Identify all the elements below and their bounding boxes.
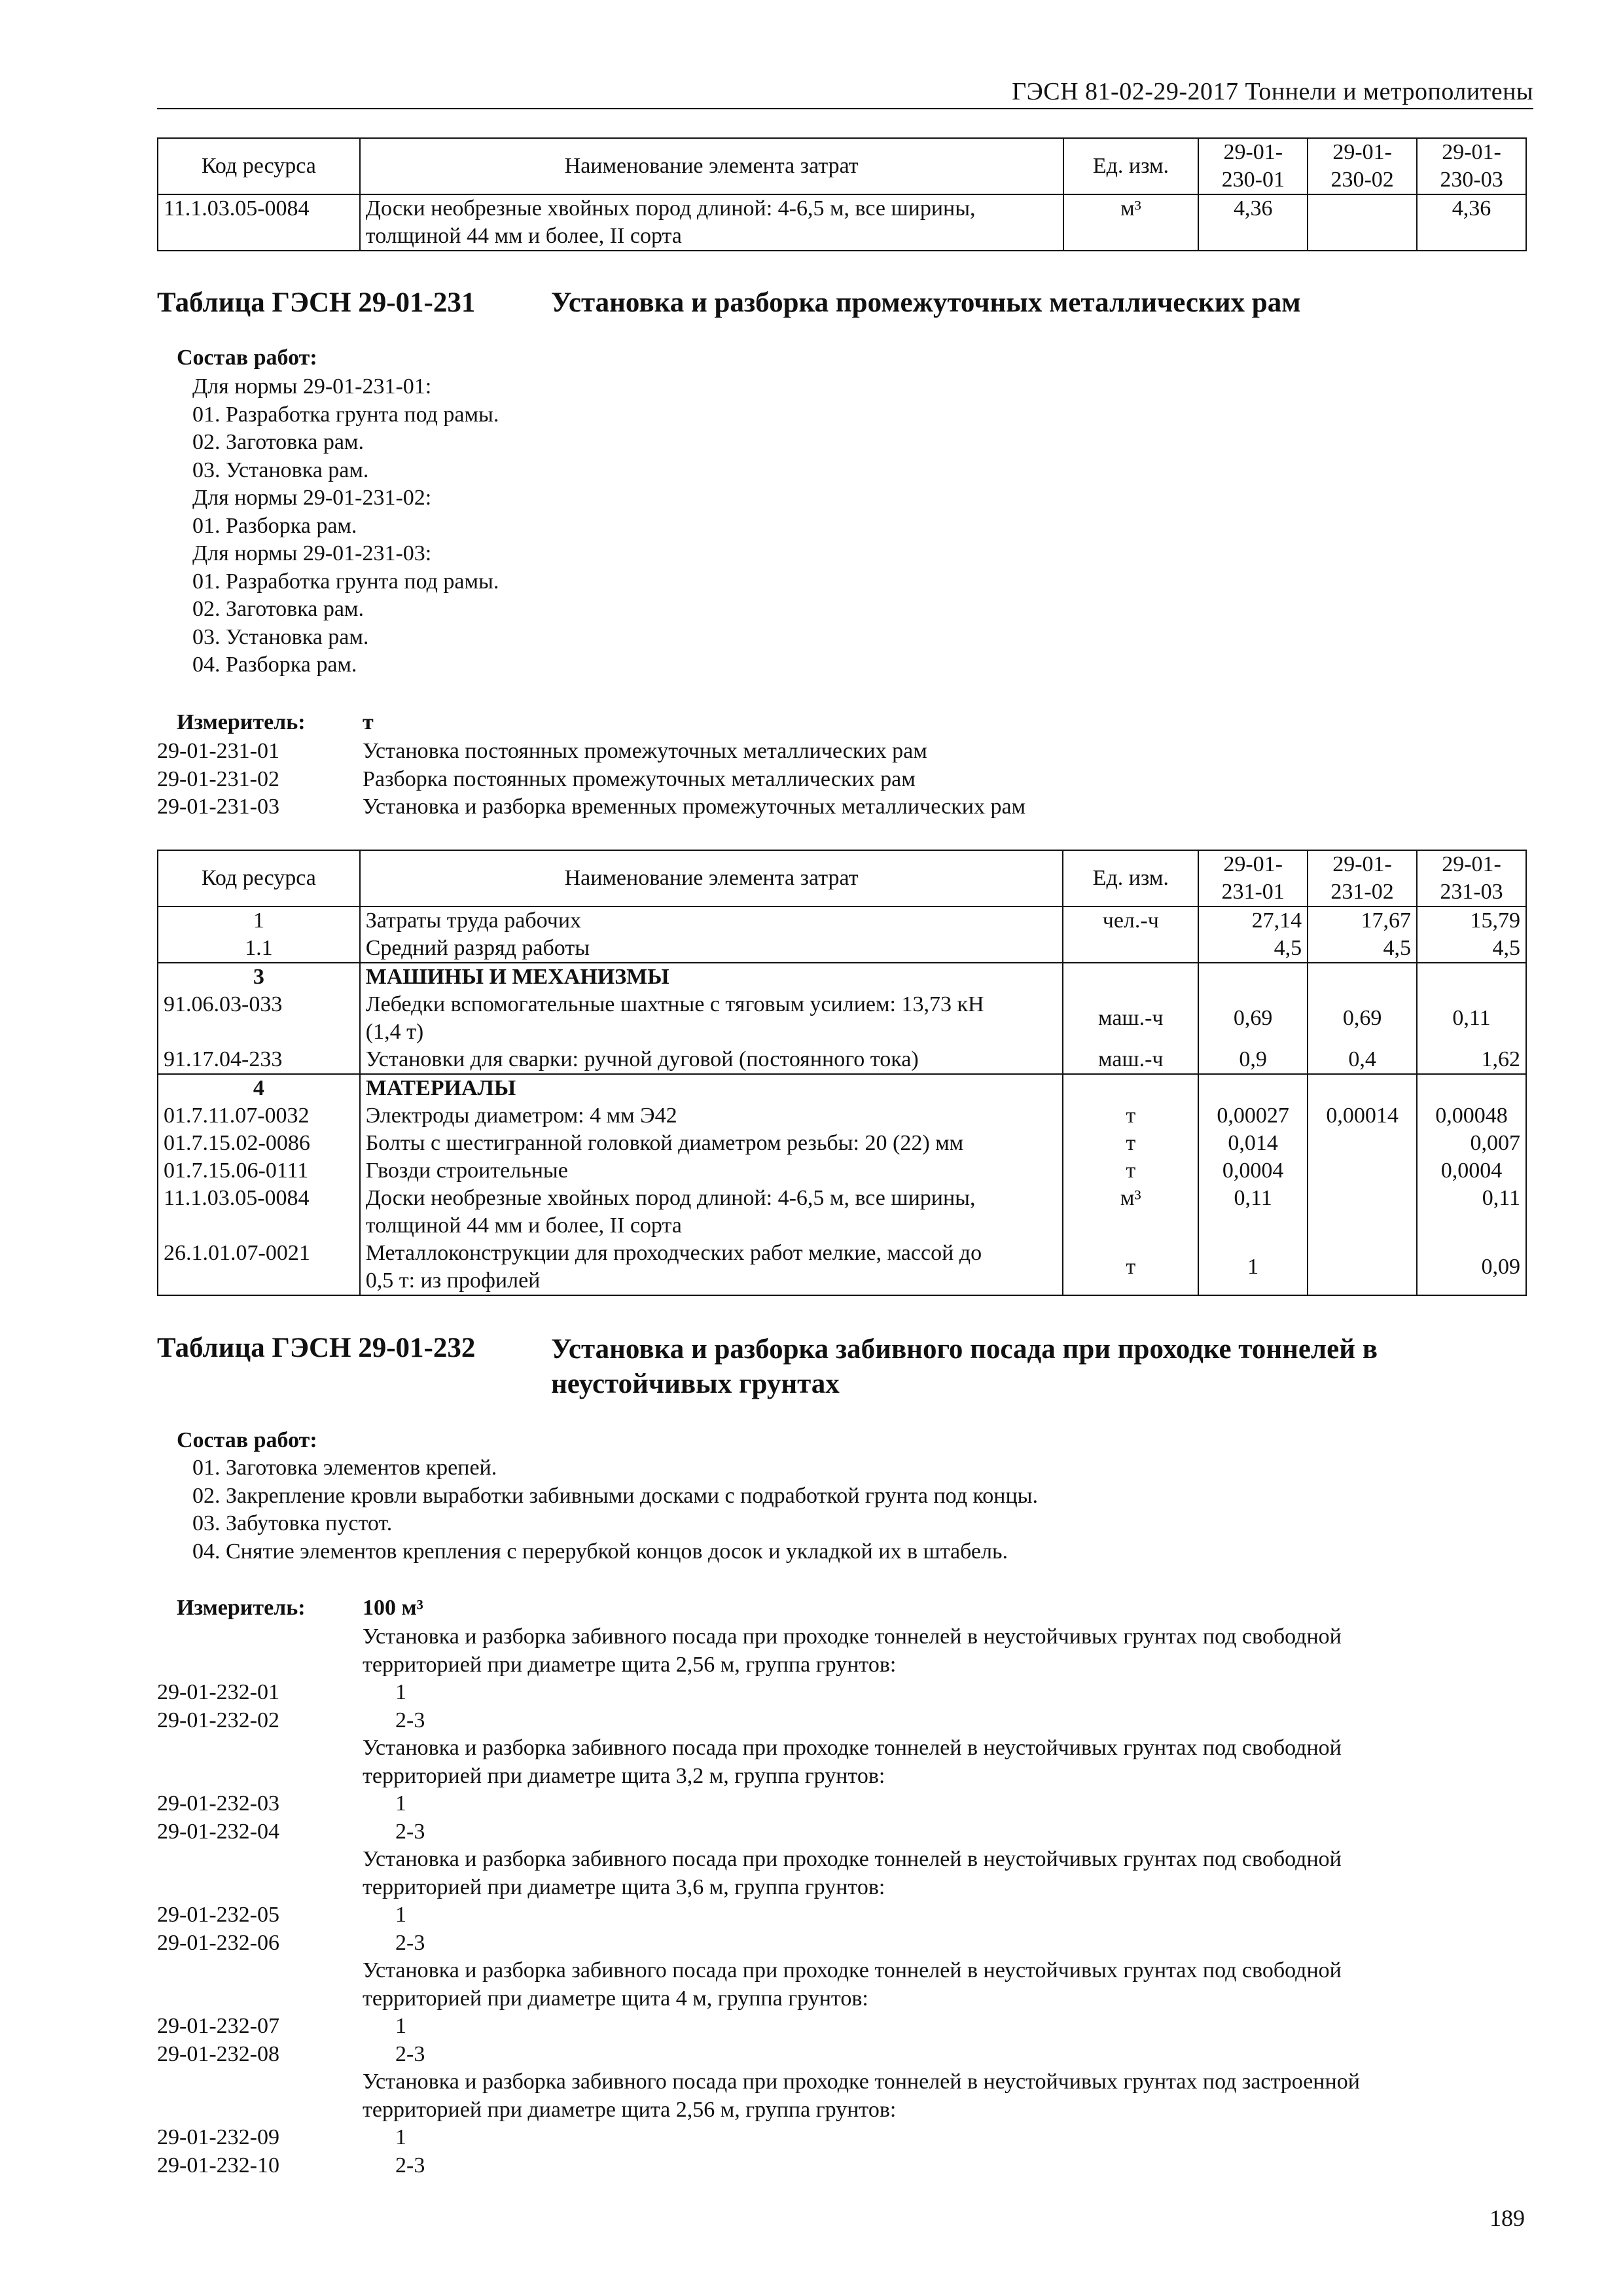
- col-code: Код ресурса: [158, 850, 360, 906]
- meter-label-232: Измеритель:: [177, 1596, 306, 1620]
- table-header-row: [158, 850, 1526, 906]
- norm-row: 29-01-231-01 Установка постоянных промежуточных металлических рам: [157, 739, 927, 763]
- norm-groups-232: [157, 1623, 1531, 2179]
- composition-item: 01. Разработка грунта под рамы.: [192, 569, 499, 594]
- running-header: ГЭСН 81-02-29-2017 Тоннели и метрополитены: [1012, 78, 1533, 105]
- composition-list-231: [192, 373, 499, 679]
- table-header-row: [158, 138, 1526, 194]
- composition-item: 01. Заготовка элементов крепей.: [192, 1456, 497, 1480]
- composition-list-232: [192, 1454, 1038, 1566]
- composition-item: Для нормы 29-01-231-01:: [192, 374, 432, 399]
- composition-item: 03. Забутовка пустот.: [192, 1511, 393, 1535]
- table-row: 01.7.15.02-0086 Болты с шестигранной головкой диаметром резьбы: 20 (22) мм т 0,014 0,007: [158, 1130, 1526, 1157]
- norm-row: 29-01-232-08 2-3: [157, 2041, 425, 2066]
- composition-item: 02. Закрепление кровли выработки забивными досками с подработкой грунта под концы.: [192, 1483, 1039, 1508]
- table-row: 1.1 Средний разряд работы 4,5 4,5 4,5: [158, 935, 1526, 963]
- row-code: 11.1.03.05-0084: [158, 194, 360, 251]
- norm-group: Установка и разборка забивного посада при проходке тоннелей в неустойчивых грунтах под свободной территорией при диаметре щита 3,2 м, группа грунтов: 29-01-232-03 1 29-01-232-04 2-3: [157, 1734, 1531, 1846]
- meter-unit-232: 100 м³: [363, 1596, 423, 1620]
- norm-row: 29-01-232-09 1: [157, 2125, 406, 2149]
- header-rule: [157, 108, 1533, 109]
- table-row: 01.7.15.06-0111 Гвозди строительные т 0,0004 0,0004: [158, 1157, 1526, 1185]
- norm-row: 29-01-232-07 1: [157, 2014, 406, 2038]
- col-norm-2: 29-01- 231-02: [1308, 850, 1417, 906]
- norm-row: 29-01-232-01 1: [157, 1680, 406, 1704]
- row-value-2: [1308, 194, 1417, 251]
- norm-row: 29-01-232-03 1: [157, 1791, 406, 1816]
- composition-item: 01. Разработка грунта под рамы.: [192, 402, 499, 427]
- col-norm-1: 29-01- 230-01: [1198, 138, 1308, 194]
- col-norm-3: 29-01- 231-03: [1417, 850, 1526, 906]
- composition-item: 04. Снятие элементов крепления с перерубкой концов досок и укладкой их в штабель.: [192, 1539, 1008, 1564]
- table-label-231: Таблица ГЭСН 29-01-231: [157, 287, 476, 318]
- col-norm-3: 29-01- 230-03: [1417, 138, 1526, 194]
- composition-item: 03. Установка рам.: [192, 457, 369, 482]
- norm-row: 29-01-232-05 1: [157, 1903, 406, 1927]
- row-value-1: 4,36: [1198, 194, 1308, 251]
- composition-label-232: Состав работ:: [177, 1428, 317, 1452]
- norm-group: Установка и разборка забивного посада при проходке тоннелей в неустойчивых грунтах под свободной территорией при диаметре щита 2,56 м, группа грунтов: 29-01-232-01 1 29-01-232-02 2-3: [157, 1623, 1531, 1734]
- table-row: 01.7.11.07-0032 Электроды диаметром: 4 мм Э42 т 0,00027 0,00014 0,00048: [158, 1102, 1526, 1130]
- meter-label-231: Измеритель:: [177, 710, 306, 734]
- table-label-232: Таблица ГЭСН 29-01-232: [157, 1333, 476, 1363]
- page-number: 189: [1489, 2205, 1525, 2231]
- col-unit: Ед. изм.: [1063, 138, 1199, 194]
- composition-label-231: Состав работ:: [177, 346, 317, 370]
- norm-group: Установка и разборка забивного посада при проходке тоннелей в неустойчивых грунтах под свободной территорией при диаметре щита 3,6 м, группа грунтов: 29-01-232-05 1 29-01-232-06 2-3: [157, 1846, 1531, 1957]
- composition-item: 01. Разборка рам.: [192, 513, 357, 538]
- table-row: 3 МАШИНЫ И МЕХАНИЗМЫ: [158, 963, 1526, 991]
- norm-row: 29-01-232-04 2-3: [157, 1819, 425, 1844]
- row-unit: м³: [1063, 194, 1199, 251]
- col-name: Наименование элемента затрат: [360, 850, 1063, 906]
- table-row: 1 Затраты труда рабочих чел.-ч 27,14 17,67 15,79: [158, 906, 1526, 935]
- col-norm-2: 29-01- 230-02: [1308, 138, 1417, 194]
- table-row: 11.1.03.05-0084 Доски необрезные хвойных пород длиной: 4-6,5 м, все ширины, толщиной 44 мм и более, II сорта м³ 0,11 0,11: [158, 1185, 1526, 1240]
- row-name: Доски необрезные хвойных пород длиной: 4-6,5 м, все ширины, толщиной 44 мм и более, II сорта: [360, 194, 1063, 251]
- col-code: Код ресурса: [158, 138, 360, 194]
- composition-item: Для нормы 29-01-231-02:: [192, 486, 432, 510]
- table-row: 91.06.03-033 Лебедки вспомогательные шахтные с тяговым усилием: 13,73 кН (1,4 т) маш.-ч 0,69 0,69 0,11: [158, 991, 1526, 1046]
- col-name: Наименование элемента затрат: [360, 138, 1063, 194]
- composition-item: 03. Установка рам.: [192, 624, 369, 649]
- col-norm-1: 29-01- 231-01: [1198, 850, 1308, 906]
- table-title-231: Установка и разборка промежуточных металлических рам: [551, 287, 1301, 318]
- composition-item: 02. Заготовка рам.: [192, 597, 364, 621]
- composition-item: Для нормы 29-01-231-03:: [192, 541, 432, 565]
- norm-list-231: [157, 738, 1400, 821]
- table-row: 4 МАТЕРИАЛЫ: [158, 1074, 1526, 1102]
- composition-item: 04. Разборка рам.: [192, 653, 357, 677]
- col-unit: Ед. изм.: [1063, 850, 1198, 906]
- norm-group: Установка и разборка забивного посада при проходке тоннелей в неустойчивых грунтах под свободной территорией при диаметре щита 4 м, группа грунтов: 29-01-232-07 1 29-01-232-08 2-3: [157, 1957, 1531, 2068]
- norm-row: 29-01-232-02 2-3: [157, 1708, 425, 1732]
- norm-row: 29-01-231-02 Разборка постоянных промежуточных металлических рам: [157, 766, 916, 791]
- composition-item: 02. Заготовка рам.: [192, 430, 364, 454]
- row-value-3: 4,36: [1417, 194, 1526, 251]
- table-row: 91.17.04-233 Установки для сварки: ручной дуговой (постоянного тока) маш.-ч 0,9 0,4 1,62: [158, 1046, 1526, 1074]
- norm-row: 29-01-231-03 Установка и разборка временных промежуточных металлических рам: [157, 795, 1026, 819]
- table-title-232: Установка и разборка забивного посада при проходке тоннелей в неустойчивых грунтах: [551, 1334, 1378, 1399]
- meter-unit-231: т: [363, 710, 374, 734]
- norm-group: Установка и разборка забивного посада при проходке тоннелей в неустойчивых грунтах под застроенной территорией при диаметре щита 2,56 м, группа грунтов: 29-01-232-09 1 29-01-232-10 2-3: [157, 2068, 1531, 2179]
- norm-row: 29-01-232-10 2-3: [157, 2153, 425, 2178]
- resource-table-231: [157, 850, 1527, 1296]
- norm-row: 29-01-232-06 2-3: [157, 1930, 425, 1955]
- table-row: [158, 194, 1526, 251]
- resource-table-230: [157, 137, 1527, 251]
- table-row: 26.1.01.07-0021 Металлоконструкции для проходческих работ мелкие, массой до 0,5 т: из профилей т 1 0,09: [158, 1240, 1526, 1295]
